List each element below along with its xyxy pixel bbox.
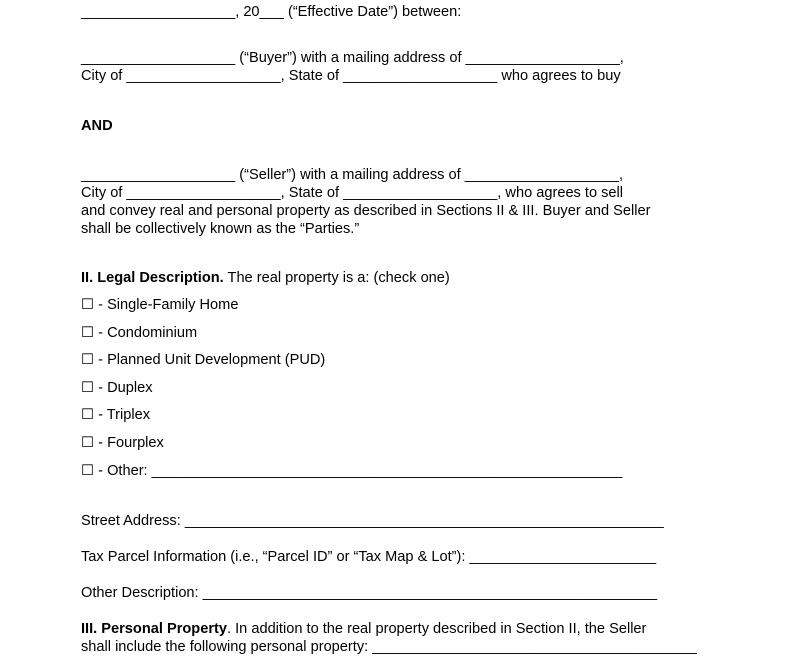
and-heading: AND [81, 118, 113, 134]
option-other [81, 463, 622, 480]
option-label: - Duplex [94, 380, 153, 396]
option-label: - Single-Family Home [94, 297, 239, 313]
option-condominium [81, 325, 197, 342]
checkbox-duplex[interactable]: ☐ [81, 380, 95, 396]
option-label: - Other: __________________________________________________________ [94, 463, 623, 479]
checkbox-other[interactable]: ☐ [81, 463, 95, 479]
seller-line-4: shall be collectively known as the “Parties.” [81, 221, 360, 237]
section-2-heading: II. Legal Description. [81, 270, 224, 286]
seller-line-3: and convey real and personal property as described in Sections II & III. Buyer and Seller [81, 203, 651, 219]
option-pud [81, 352, 325, 369]
option-duplex [81, 380, 153, 397]
option-label: - Condominium [94, 325, 198, 341]
option-triplex [81, 407, 150, 424]
section-2-heading-line [81, 270, 450, 287]
option-label: - Triplex [94, 407, 151, 423]
checkbox-single-family[interactable]: ☐ [81, 297, 95, 313]
option-single-family [81, 297, 238, 314]
checkbox-condominium[interactable]: ☐ [81, 325, 95, 341]
section-3-line-1 [81, 621, 646, 638]
seller-line-1: ___________________ (“Seller”) with a mailing address of ___________________, [81, 167, 623, 183]
buyer-line-1: ___________________ (“Buyer”) with a mailing address of ___________________, [81, 50, 624, 66]
effective-date-line: ___________________, 20___ (“Effective Date”) between: [81, 4, 462, 20]
section-2-intro: The real property is a: (check one) [223, 270, 450, 286]
section-3-text-1: . In addition to the real property described in Section II, the Seller [227, 621, 647, 637]
section-3-line-2: shall include the following personal property: ________________________________________ [81, 639, 697, 655]
buyer-line-2: City of ___________________, State of ___________________ who agrees to buy [81, 68, 621, 84]
option-label: - Fourplex [94, 435, 164, 451]
other-description-line: Other Description: ________________________________________________________ [81, 585, 658, 601]
option-fourplex [81, 435, 164, 452]
checkbox-pud[interactable]: ☐ [81, 352, 95, 368]
checkbox-triplex[interactable]: ☐ [81, 407, 95, 423]
seller-line-2: City of ___________________, State of ___________________, who agrees to sell [81, 185, 624, 201]
checkbox-fourplex[interactable]: ☐ [81, 435, 95, 451]
tax-parcel-line: Tax Parcel Information (i.e., “Parcel ID” or “Tax Map & Lot”): _______________________ [81, 549, 657, 565]
street-address-line: Street Address: ___________________________________________________________ [81, 513, 664, 529]
section-3-heading: III. Personal Property [81, 621, 227, 637]
option-label: - Planned Unit Development (PUD) [94, 352, 326, 368]
